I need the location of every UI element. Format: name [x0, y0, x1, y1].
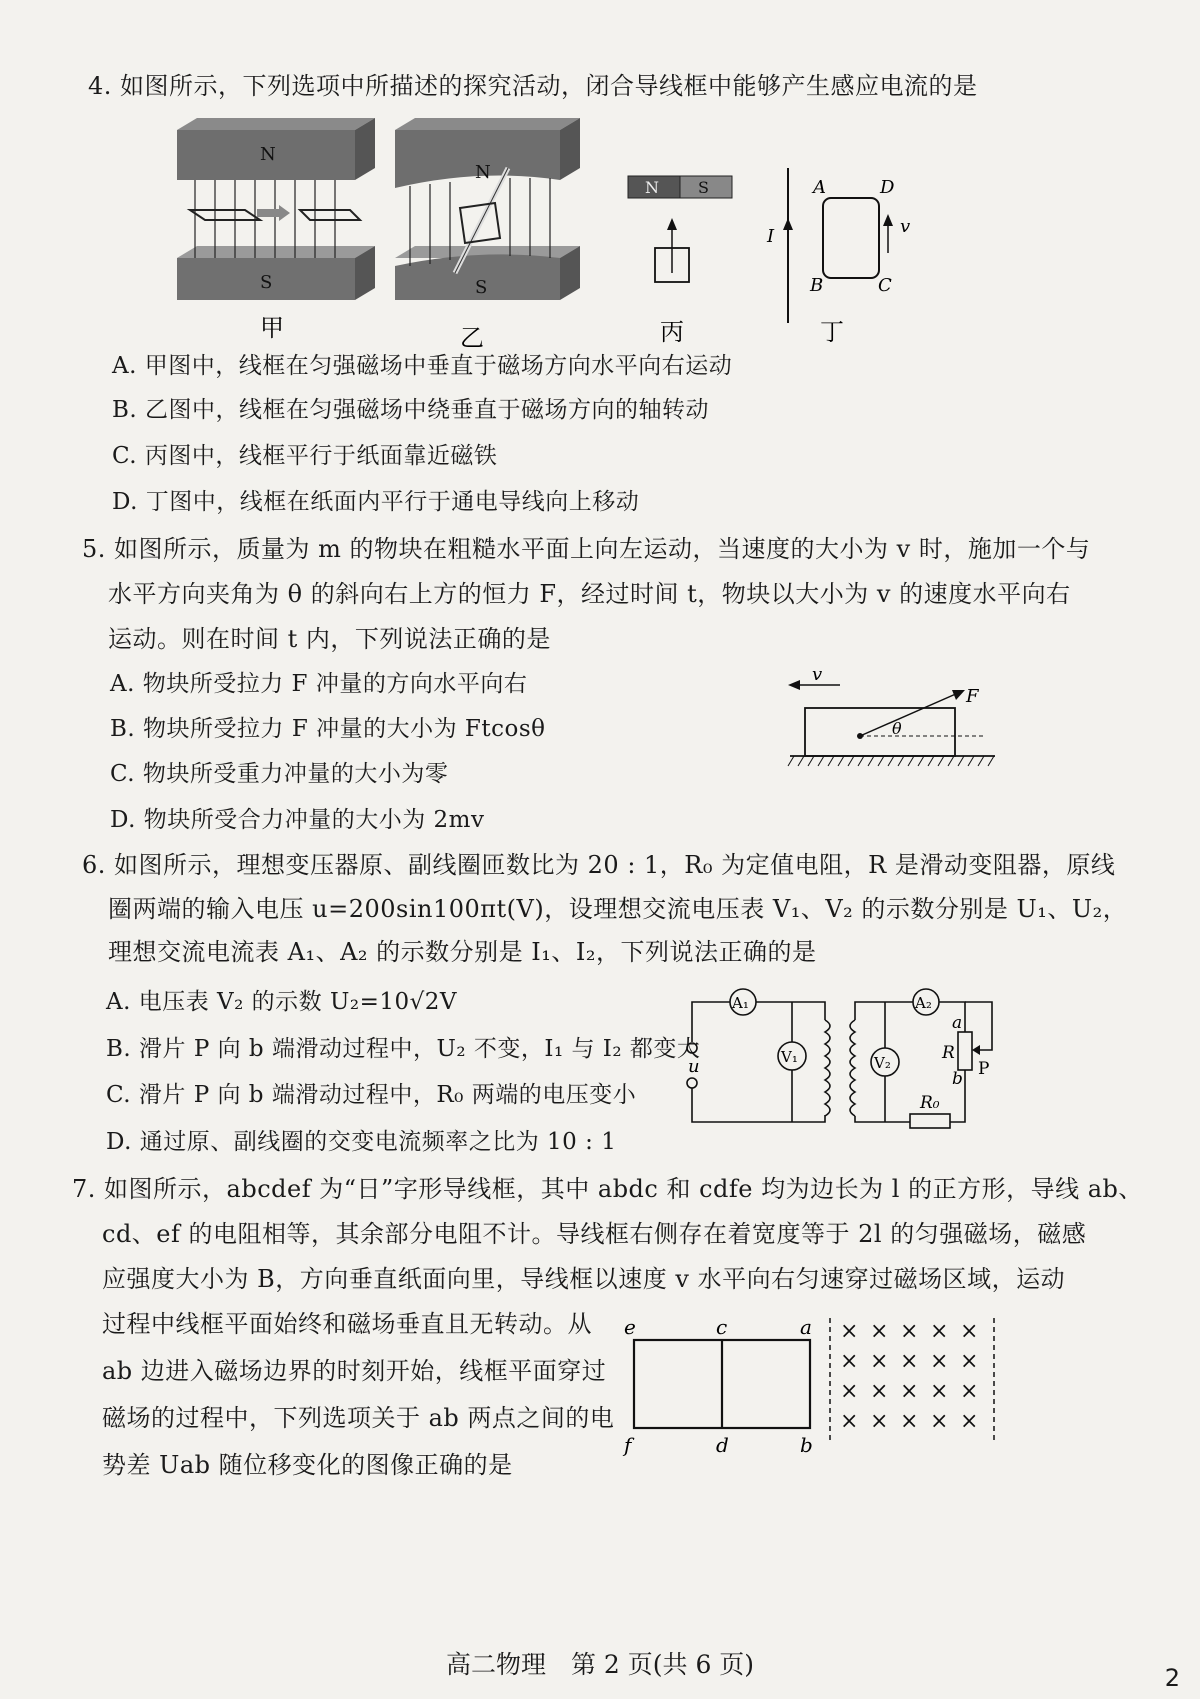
q6-option-c: C. 滑片 P 向 b 端滑动过程中，R₀ 两端的电压变小 — [106, 1082, 637, 1108]
ding-B: B — [810, 275, 824, 296]
q7-a: a — [800, 1315, 812, 1339]
q5-option-b: B. 物块所受拉力 F 冲量的大小为 Ftcosθ — [110, 716, 546, 742]
label-jia: 甲 — [260, 314, 284, 342]
q4-stem: 4. 如图所示，下列选项中所描述的探究活动，闭合导线框中能够产生感应电流的是 — [88, 72, 978, 100]
q7-stem-line6: 磁场的过程中，下列选项关于 ab 两点之间的电 — [102, 1404, 615, 1432]
q7-e: e — [624, 1315, 636, 1339]
svg-text:×: × — [870, 1349, 889, 1374]
ding-v: v — [900, 216, 911, 237]
svg-text:×: × — [960, 1379, 979, 1404]
q5-option-d: D. 物块所受合力冲量的大小为 2mv — [110, 807, 485, 833]
q7-b: b — [800, 1433, 813, 1457]
q7-d: d — [716, 1433, 729, 1457]
q7-figure — [618, 1310, 998, 1485]
figure-ding — [783, 168, 893, 323]
svg-text:×: × — [960, 1319, 979, 1344]
svg-text:×: × — [900, 1379, 919, 1404]
svg-text:×: × — [900, 1409, 919, 1434]
ding-A: A — [813, 177, 826, 198]
figure-jia — [177, 118, 375, 300]
svg-text:×: × — [840, 1409, 859, 1434]
q5-option-c: C. 物块所受重力冲量的大小为零 — [110, 761, 449, 787]
svg-text:×: × — [870, 1409, 889, 1434]
jia-S: S — [260, 272, 273, 293]
q6-stem-line2: 圈两端的输入电压 u=200sin100πt(V)，设理想交流电压表 V₁、V₂ 的示数分别是 U₁、U₂， — [108, 895, 1128, 923]
svg-text:×: × — [930, 1319, 949, 1344]
q4-option-d: D. 丁图中，线框在纸面内平行于通电导线向上移动 — [112, 489, 640, 515]
svg-text:×: × — [960, 1409, 979, 1434]
q7-stem-line3: 应强度大小为 B，方向垂直纸面向里，导线框以速度 v 水平向右匀速穿过磁场区域，运动 — [102, 1265, 1066, 1293]
svg-text:×: × — [930, 1409, 949, 1434]
q7-f: f — [624, 1433, 632, 1457]
label-yi: 乙 — [460, 324, 484, 352]
q5-stem-line1: 5. 如图所示，质量为 m 的物块在粗糙水平面上向左运动，当速度的大小为 v 时，施加一个与 — [82, 535, 1091, 563]
q6-u: u — [688, 1056, 700, 1077]
label-bing: 丙 — [660, 318, 684, 346]
ding-C: C — [878, 275, 892, 296]
q6-a: a — [952, 1013, 963, 1033]
q5-v-label: v — [812, 664, 823, 685]
q6-A2: A₂ — [915, 994, 932, 1012]
yi-N: N — [475, 162, 491, 183]
svg-text:×: × — [840, 1379, 859, 1404]
figure-yi — [395, 118, 580, 300]
q6-P: P — [978, 1059, 990, 1079]
svg-text:×: × — [930, 1349, 949, 1374]
q5-stem-line3: 运动。则在时间 t 内，下列说法正确的是 — [108, 625, 551, 653]
q6-R0: R₀ — [920, 1093, 940, 1113]
q6-R: R — [942, 1043, 955, 1063]
svg-text:×: × — [840, 1349, 859, 1374]
q6-b: b — [952, 1069, 963, 1089]
q6-V2: V₂ — [874, 1054, 891, 1072]
page-corner-number: 2 — [1164, 1664, 1180, 1692]
q6-A1: A₁ — [732, 994, 749, 1012]
q4-option-b: B. 乙图中，线框在匀强磁场中绕垂直于磁场方向的轴转动 — [112, 397, 710, 423]
svg-text:×: × — [840, 1319, 859, 1344]
q7-stem-line4: 过程中线框平面始终和磁场垂直且无转动。从 — [102, 1310, 592, 1338]
q7-stem-line5: ab 边进入磁场边界的时刻开始，线框平面穿过 — [102, 1357, 607, 1385]
q4-option-c: C. 丙图中，线框平行于纸面靠近磁铁 — [112, 443, 498, 469]
q6-V1: V₁ — [781, 1048, 798, 1066]
q5-option-a: A. 物块所受拉力 F 冲量的方向水平向右 — [110, 671, 528, 697]
svg-text:×: × — [870, 1379, 889, 1404]
q7-stem-line1: 7. 如图所示，abcdef 为“日”字形导线框，其中 abdc 和 cdfe 均为边长为 l 的正方形，导线 ab、 — [72, 1175, 1143, 1203]
page-footer: 高二物理 第 2 页(共 6 页) — [445, 1650, 755, 1679]
q5-stem-line2: 水平方向夹角为 θ 的斜向右上方的恒力 F，经过时间 t，物块以大小为 v 的速度水平向右 — [108, 580, 1071, 608]
svg-text:×: × — [870, 1319, 889, 1344]
ding-I: I — [767, 226, 775, 247]
yi-S: S — [475, 277, 488, 298]
label-ding: 丁 — [820, 318, 844, 346]
q4-figures — [160, 108, 940, 358]
figure-bing — [628, 176, 732, 282]
q7-stem-line2: cd、ef 的电阻相等，其余部分电阻不计。导线框右侧存在着宽度等于 2l 的匀强磁场，磁感 — [102, 1220, 1087, 1248]
q6-stem-line3: 理想交流电流表 A₁、A₂ 的示数分别是 I₁、I₂，下列说法正确的是 — [108, 938, 817, 966]
q5-F-label: F — [966, 686, 979, 707]
ding-D: D — [880, 177, 895, 198]
q7-stem-line7: 势差 Uab 随位移变化的图像正确的是 — [102, 1451, 513, 1479]
q7-c: c — [716, 1315, 728, 1339]
q4-option-a: A. 甲图中，线框在匀强磁场中垂直于磁场方向水平向右运动 — [112, 353, 733, 379]
svg-text:×: × — [930, 1379, 949, 1404]
svg-text:×: × — [900, 1319, 919, 1344]
q6-stem-line1: 6. 如图所示，理想变压器原、副线圈匝数比为 20 : 1，R₀ 为定值电阻，R 是滑动变阻器，原线 — [82, 851, 1116, 879]
q5-figure — [780, 660, 1010, 785]
svg-text:×: × — [900, 1349, 919, 1374]
q6-option-b: B. 滑片 P 向 b 端滑动过程中，U₂ 不变，I₁ 与 I₂ 都变大 — [106, 1036, 701, 1062]
q6-option-d: D. 通过原、副线圈的交变电流频率之比为 10 : 1 — [106, 1129, 617, 1155]
q6-circuit — [680, 980, 1010, 1145]
q6-option-a: A. 电压表 V₂ 的示数 U₂=10√2V — [106, 989, 458, 1015]
bing-S: S — [698, 178, 709, 197]
svg-text:×: × — [960, 1349, 979, 1374]
jia-N: N — [260, 144, 276, 165]
bing-N: N — [645, 178, 659, 197]
q5-theta-label: θ — [892, 719, 902, 738]
